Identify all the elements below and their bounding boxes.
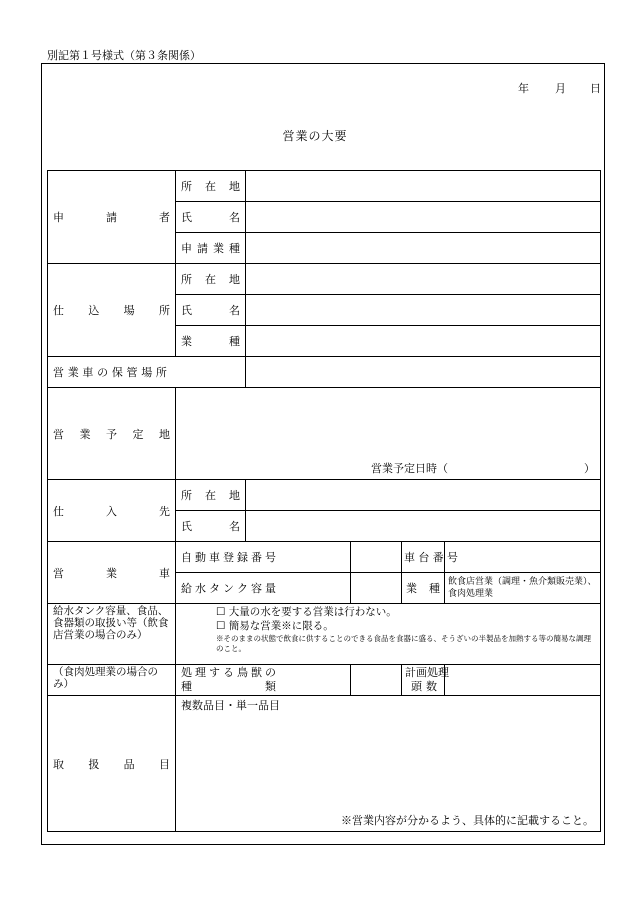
chassis-number-label-cell: [402, 542, 458, 573]
date-day-label: 日: [590, 82, 601, 95]
label-char: 車: [159, 566, 170, 580]
label-char: 業: [213, 242, 224, 255]
plan-count-field[interactable]: [445, 665, 601, 696]
applicant-name-field[interactable]: [246, 202, 601, 233]
label-char: 鳥: [237, 666, 248, 679]
supplier-name-label-cell: [176, 511, 246, 542]
items-label: [53, 756, 170, 772]
vehicle-registration-field[interactable]: [351, 542, 402, 573]
applicant-business-label: [181, 240, 240, 256]
vehicle-storage-field[interactable]: [246, 357, 601, 388]
label-char: 台: [418, 551, 430, 564]
plan-count-label-cell: [402, 665, 449, 696]
game-type-field[interactable]: [351, 665, 402, 696]
label-char: 保: [111, 366, 123, 379]
water-option-1-label: 大量の水を要する営業は行わない。: [228, 606, 397, 618]
tank-capacity-field[interactable]: [351, 573, 402, 604]
purchase-business-label-cell: [176, 326, 246, 357]
supplier-label-cell: [48, 480, 176, 542]
label-char: 予: [106, 427, 117, 441]
label-char: 仕: [53, 304, 64, 317]
label-char: 請: [197, 242, 208, 255]
label-char: 業: [67, 366, 79, 379]
label-char: 頭: [411, 680, 422, 693]
purchase-name-label-cell: [176, 295, 246, 326]
game-type-label-cell: [176, 665, 351, 696]
label-char: 地: [229, 180, 240, 193]
label-char: 名: [229, 520, 240, 533]
label-char: 在: [205, 489, 216, 502]
vehicle-business-label-cell: [402, 573, 445, 604]
water-tank-label: 給水タンク容量、食品、食器類の取扱い等（飲食店営業の場合のみ）: [48, 604, 176, 665]
label-char: 量: [265, 582, 276, 595]
label-char: 扱: [88, 757, 100, 771]
applicant-address-field[interactable]: [246, 171, 601, 202]
label-char: ク: [237, 582, 248, 595]
label-char: 種: [181, 680, 192, 693]
page-title: 営業の大要: [282, 129, 348, 143]
water-option-1[interactable]: [216, 605, 594, 619]
label-char: 先: [159, 504, 170, 518]
tank-capacity-label-cell: [176, 573, 351, 604]
label-char: 者: [159, 211, 170, 224]
label-char: 氏: [181, 211, 192, 224]
supplier-label: [53, 503, 170, 519]
label-char: ン: [223, 582, 234, 595]
label-char: 地: [159, 427, 170, 441]
label-char: 理: [438, 666, 449, 679]
meat-processing-row: [48, 665, 601, 696]
label-char: す: [209, 666, 220, 679]
label-char: 号: [265, 551, 276, 564]
label-char: 車: [404, 551, 415, 564]
applicant-address-label-cell: [176, 171, 246, 202]
label-char: 名: [229, 211, 240, 224]
game-type-label-line1: [181, 666, 276, 680]
vehicle-storage-label: [53, 364, 167, 380]
label-char: 業: [181, 335, 192, 348]
label-char: 仕: [53, 504, 64, 518]
water-option-2-label: 簡易な営業※に限る。: [228, 620, 334, 632]
supplier-address-field[interactable]: [246, 480, 601, 511]
date-year-label: 年: [518, 82, 529, 95]
supplier-name-label: [181, 518, 240, 534]
purchase-place-label-cell: [48, 264, 176, 357]
label-char: の: [97, 366, 109, 379]
water-tank-options: [176, 604, 601, 665]
label-char: 業: [406, 582, 417, 595]
applicant-label-cell: [48, 171, 176, 264]
applicant-address-row: [48, 171, 601, 202]
label-char: 計: [405, 666, 416, 679]
label-char: 氏: [181, 520, 192, 533]
water-footnote: ※そのままの状態で飲食に供することのできる食品を食器に盛る、そうざいの半製品を加熱する等の簡易な調理のこと。: [216, 634, 591, 653]
label-char: 込: [88, 304, 100, 317]
plan-count-label-line2: [405, 680, 441, 694]
label-char: 申: [181, 242, 192, 255]
applicant-business-label-cell: [176, 233, 246, 264]
label-char: 番: [251, 551, 262, 564]
applicant-address-label: [181, 178, 240, 194]
purchase-name-field[interactable]: [246, 295, 601, 326]
purchase-address-field[interactable]: [246, 264, 601, 295]
purchase-address-label: [181, 271, 240, 287]
supplier-address-row: [48, 480, 601, 511]
purchase-address-label-cell: [176, 264, 246, 295]
vehicle-label-cell: [48, 542, 176, 604]
tank-capacity-label: [176, 580, 276, 596]
purchase-address-row: [48, 264, 601, 295]
label-char: 給: [181, 582, 192, 595]
label-char: 車: [209, 551, 220, 564]
applicant-name-label-cell: [176, 202, 246, 233]
meat-processing-label: （食肉処理業の場合のみ）: [48, 665, 176, 696]
label-char: 所: [155, 366, 167, 379]
label-char: 営: [53, 366, 64, 379]
items-field[interactable]: [176, 696, 601, 832]
vehicle-registration-label: [176, 549, 276, 565]
applicant-name-label: [181, 209, 240, 225]
planned-datetime-label: 営業予定日時（: [371, 462, 448, 475]
planned-location-label: [53, 426, 170, 442]
purchase-business-field[interactable]: [246, 326, 601, 357]
label-char: 目: [158, 757, 170, 771]
purchase-place-label: [53, 302, 170, 318]
label-char: 営: [53, 427, 64, 441]
label-char: の: [265, 666, 276, 679]
label-char: 車: [82, 366, 94, 379]
label-char: 所: [181, 273, 192, 286]
label-char: 種: [229, 335, 240, 348]
label-char: 画: [416, 666, 427, 679]
label-char: 処: [181, 666, 192, 679]
planned-datetime-close: ）: [584, 462, 595, 475]
label-char: 営: [53, 566, 64, 580]
label-char: 申: [53, 211, 64, 224]
label-char: る: [223, 666, 234, 679]
checkbox-icon[interactable]: ☐: [216, 620, 226, 632]
label-char: 氏: [181, 304, 192, 317]
items-row: [48, 696, 601, 832]
label-char: 獣: [251, 666, 262, 679]
label-char: 入: [106, 504, 117, 518]
label-char: 水: [195, 582, 206, 595]
items-note: ※営業内容が分かるよう、具体的に記載すること。: [341, 814, 594, 827]
vehicle-storage-row: [48, 357, 601, 388]
label-char: 動: [195, 551, 206, 564]
planned-location-label-cell: [48, 388, 176, 480]
applicant-business-field[interactable]: [246, 233, 601, 264]
vehicle-registration-label-cell: [176, 542, 351, 573]
chassis-number-field[interactable]: [445, 542, 601, 573]
vehicle-registration-row: [48, 542, 601, 573]
planned-location-field[interactable]: [176, 388, 601, 480]
applicant-label: [53, 209, 170, 225]
business-outline-table: [47, 170, 601, 832]
label-char: 番: [432, 551, 444, 564]
label-char: 号: [446, 551, 458, 564]
label-char: 業: [79, 427, 91, 441]
chassis-number-label: [404, 549, 458, 565]
label-char: 種: [429, 582, 440, 595]
label-char: 在: [205, 180, 216, 193]
water-tank-row: [48, 604, 601, 665]
label-char: 種: [229, 242, 240, 255]
label-char: 取: [53, 757, 64, 771]
label-char: 所: [181, 489, 192, 502]
label-char: 所: [181, 180, 192, 193]
vehicle-storage-label-cell: [48, 357, 246, 388]
date-month-label: 月: [555, 82, 566, 95]
label-char: 数: [426, 680, 437, 693]
items-subtitle: 複数品目・単一品目: [181, 699, 280, 712]
vehicle-business-label: [406, 580, 440, 596]
label-char: 地: [229, 273, 240, 286]
label-char: 管: [126, 366, 138, 379]
label-char: 録: [237, 551, 248, 564]
label-char: 業: [106, 566, 117, 580]
vehicle-label: [53, 565, 170, 581]
planned-location-row: [48, 388, 601, 480]
supplier-address-label: [181, 487, 240, 503]
water-option-2[interactable]: [216, 619, 594, 633]
label-char: 在: [205, 273, 216, 286]
label-char: 請: [106, 211, 117, 224]
label-char: 類: [265, 680, 276, 693]
plan-count-label-line1: [405, 666, 449, 680]
game-type-label-line2: [181, 680, 276, 694]
vehicle-business-value: 飲食店営業（調理・魚介類販売業）、食肉処理業: [445, 573, 601, 604]
form-caption: 別記第１号様式（第３条関係）: [47, 49, 201, 62]
label-char: 所: [158, 304, 170, 317]
label-char: 品: [123, 757, 135, 771]
label-char: タ: [209, 582, 220, 595]
items-label-cell: [48, 696, 176, 832]
label-char: 地: [229, 489, 240, 502]
label-char: 登: [223, 551, 234, 564]
purchase-business-label: [181, 333, 240, 349]
label-char: 定: [132, 427, 144, 441]
label-char: 自: [181, 551, 192, 564]
supplier-address-label-cell: [176, 480, 246, 511]
label-char: 処: [427, 666, 438, 679]
label-char: 容: [251, 582, 262, 595]
supplier-name-field[interactable]: [246, 511, 601, 542]
label-char: 場: [123, 304, 135, 317]
label-char: 場: [141, 366, 153, 379]
purchase-name-label: [181, 302, 240, 318]
checkbox-icon[interactable]: ☐: [216, 606, 226, 618]
label-char: 理: [195, 666, 206, 679]
label-char: 名: [229, 304, 240, 317]
